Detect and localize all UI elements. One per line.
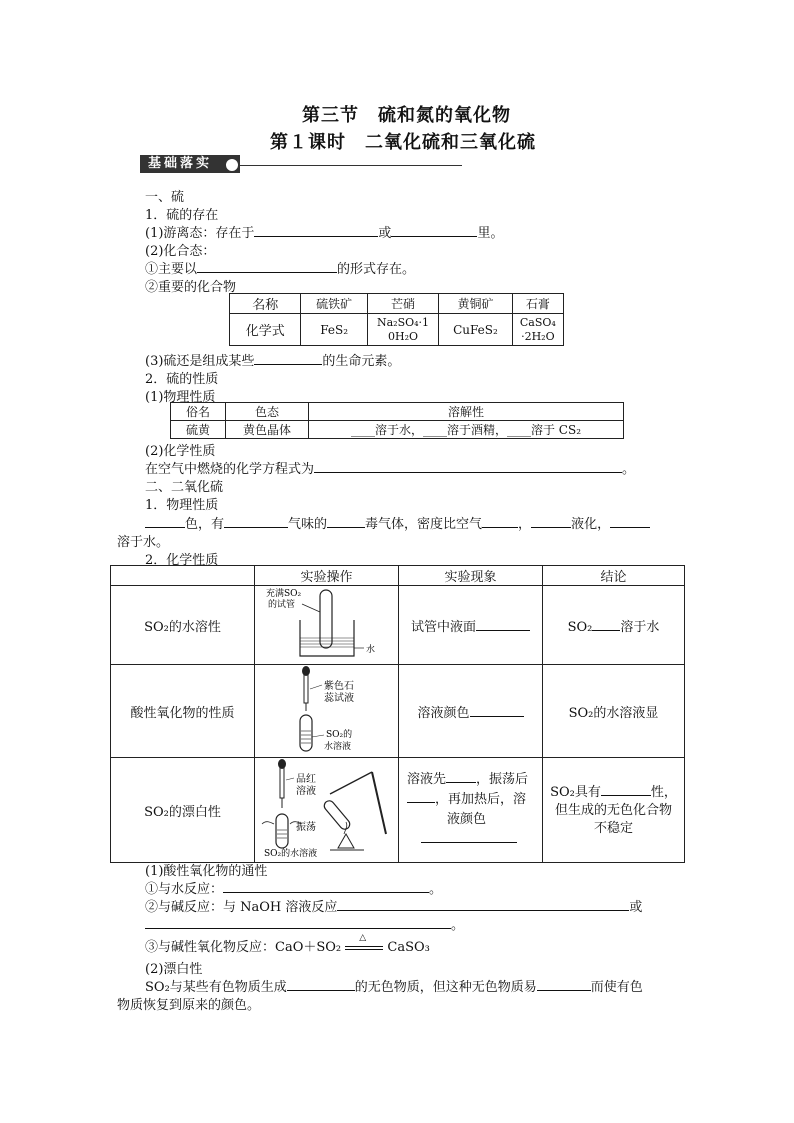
text: SO₂: [567, 619, 593, 635]
blank: [610, 515, 650, 528]
blank: [254, 352, 322, 365]
blank: [407, 790, 435, 803]
heat-arrow: [345, 932, 383, 955]
physical-table: [170, 402, 624, 439]
blank: [482, 515, 518, 528]
blank: [224, 515, 288, 528]
text: 不稳定: [593, 820, 633, 836]
blank: [337, 898, 629, 911]
blank: [592, 618, 620, 631]
sulfur-properties: 2．硫的性质: [145, 372, 219, 387]
blank: [197, 260, 337, 273]
conclusion-cell: [543, 758, 685, 863]
row-name: SO₂的水溶性: [111, 586, 255, 665]
phenomenon-cell: [399, 586, 543, 665]
cell-formula: FeS₂: [301, 314, 367, 346]
life-element-line: [145, 350, 400, 369]
section-title: 第三节 硫和氮的氧化物: [302, 105, 511, 126]
free-state-a: (1)游离态：存在于: [145, 226, 255, 241]
so2-physical-line: [145, 513, 650, 532]
main-form-b: 的形式存在。: [337, 262, 416, 277]
test-tube-in-water-icon: [262, 586, 392, 660]
fig-label: 溶液: [295, 786, 316, 797]
combustion-a: 在空气中燃烧的化学方程式为: [145, 462, 315, 477]
basics-banner: [140, 155, 462, 175]
so2-physical: 1．物理性质: [145, 498, 219, 513]
dropper-test-tube-icon: [262, 665, 392, 753]
text: 而使有色: [590, 980, 643, 995]
blank: [531, 515, 571, 528]
blank: [537, 978, 591, 991]
fig-label: SO₂的水溶液: [263, 849, 317, 858]
basic-oxide-line: [145, 932, 430, 955]
fig-label: 水: [365, 645, 375, 655]
base-reaction-line-2: [145, 914, 464, 933]
experiment-table: [110, 565, 685, 863]
text: 液颜色: [447, 812, 487, 827]
blank: [223, 880, 429, 893]
fig-label: 充满SO₂: [265, 589, 301, 599]
text: 。: [451, 918, 465, 933]
compound-table: [229, 293, 564, 346]
text: 毒气体，密度比空气: [365, 517, 483, 532]
heat-icon: △: [359, 932, 367, 943]
text: 溶液先: [407, 772, 447, 787]
text: 气味的: [288, 517, 328, 532]
th-conclusion: 结论: [543, 566, 685, 586]
text: ①与水反应：: [145, 882, 224, 897]
phenomenon-cell: [399, 665, 543, 758]
text: 性，: [650, 784, 677, 800]
combined-state: (2)化合态：: [145, 244, 216, 259]
combustion-b: 。: [622, 462, 636, 477]
main-form-line: [145, 258, 415, 277]
free-state-b: 或: [378, 226, 392, 241]
text: CaSO₃: [387, 940, 430, 955]
text: 或: [629, 900, 643, 915]
fig-label: 振荡: [295, 822, 316, 833]
row-name: SO₂的漂白性: [111, 758, 255, 863]
so2-physical-tail: 溶于水。: [117, 535, 170, 550]
blank: [254, 224, 378, 237]
combustion-line: [145, 458, 635, 477]
th-empty: [111, 566, 255, 586]
cell-common-name: 硫黄: [171, 421, 226, 439]
text: 液化，: [571, 517, 611, 532]
text: 色，有: [185, 517, 225, 532]
text: ③与碱性氧化物反应：CaO＋SO₂: [145, 940, 342, 955]
fig-bleaching: [255, 758, 399, 863]
conclusion-cell: SO₂的水溶液显: [543, 665, 685, 758]
row-name: 酸性氧化物的性质: [111, 665, 255, 758]
cell-solubility: ____溶于水，____溶于酒精，____溶于 CS₂: [309, 421, 624, 439]
physical-properties: (1)物理性质: [145, 390, 216, 405]
bleaching-title: (2)漂白性: [145, 962, 203, 977]
cell-formula: Na₂SO₄·1 0H₂O: [367, 314, 438, 346]
fig-label: SO₂的: [325, 730, 352, 740]
text: 但生成的无色化合物: [554, 802, 672, 818]
fig-label: 品红: [295, 774, 316, 785]
fig-label: 水溶液: [323, 742, 351, 752]
life-a: (3)硫还是组成某些: [145, 354, 255, 369]
blank: [327, 515, 365, 528]
cell-name: 石膏: [512, 294, 563, 314]
text: 试管中液面: [410, 619, 476, 635]
text: 的无色物质，但这种无色物质易: [354, 980, 537, 995]
cell-appearance: 黄色晶体: [226, 421, 309, 439]
so2-chemical: 2．化学性质: [145, 553, 219, 568]
phenomenon-cell: [399, 758, 543, 863]
th-solubility: 溶解性: [309, 403, 624, 421]
blank: [421, 830, 517, 843]
text: ，再加热后，溶: [435, 792, 527, 807]
fig-label: 的试管: [267, 600, 295, 610]
cell-name: 芒硝: [367, 294, 438, 314]
sulfur-existence: 1．硫的存在: [145, 208, 219, 223]
th-operation: 实验操作: [255, 566, 399, 586]
blank: [287, 978, 355, 991]
blank: [145, 916, 451, 929]
th-phenomenon: 实验现象: [399, 566, 543, 586]
text: 溶于水: [620, 619, 660, 635]
life-b: 的生命元素。: [322, 354, 401, 369]
acid-oxide-title: (1)酸性氧化物的通性: [145, 864, 268, 879]
lesson-title: 第１课时 二氧化硫和三氧化硫: [270, 132, 536, 153]
text: SO₂具有: [550, 784, 601, 800]
fig-acidic-oxide: [255, 665, 399, 758]
bleaching-tail: 物质恢复到原来的颜色。: [117, 998, 261, 1013]
fig-water-solubility: [255, 586, 399, 665]
blank: [391, 224, 477, 237]
heading-sulfur: 一、硫: [145, 190, 185, 205]
chemical-properties: (2)化学性质: [145, 444, 216, 459]
base-reaction-line: [145, 896, 642, 915]
conclusion-cell: [543, 586, 685, 665]
bleaching-apparatus-icon: [260, 758, 394, 858]
blank: [314, 460, 622, 473]
cell-name: 黄铜矿: [439, 294, 512, 314]
th-appearance: 色态: [226, 403, 309, 421]
free-state-c: 里。: [477, 226, 504, 241]
th-name: 名称: [230, 294, 301, 314]
cell-name: 硫铁矿: [301, 294, 367, 314]
text: ，振荡后: [476, 772, 529, 787]
fig-label: 蕊试液: [323, 693, 354, 704]
blank: [470, 704, 524, 717]
blank: [476, 618, 530, 631]
banner-label: 基础落实: [140, 155, 240, 173]
blank: [145, 515, 185, 528]
water-reaction-line: [145, 878, 442, 897]
text: ，: [518, 517, 532, 532]
text: ②与碱反应：与 NaOH 溶液反应: [145, 900, 338, 915]
text: 。: [429, 882, 443, 897]
bleaching-line: [145, 976, 643, 995]
th-formula: 化学式: [230, 314, 301, 346]
banner-rule: [240, 165, 462, 166]
heading-so2: 二、二氧化硫: [145, 480, 224, 495]
th-common-name: 俗名: [171, 403, 226, 421]
text: 溶液颜色: [417, 705, 470, 721]
text: SO₂与某些有色物质生成: [145, 980, 287, 995]
banner-dot-icon: [225, 158, 239, 172]
cell-formula: CuFeS₂: [439, 314, 512, 346]
cell-formula: CaSO₄ ·2H₂O: [512, 314, 563, 346]
main-form-a: ①主要以: [145, 262, 198, 277]
compounds-label: ②重要的化合物: [145, 280, 237, 295]
blank: [601, 783, 651, 796]
blank: [446, 770, 476, 783]
fig-label: 紫色石: [323, 681, 354, 692]
free-state-line: [145, 222, 503, 241]
